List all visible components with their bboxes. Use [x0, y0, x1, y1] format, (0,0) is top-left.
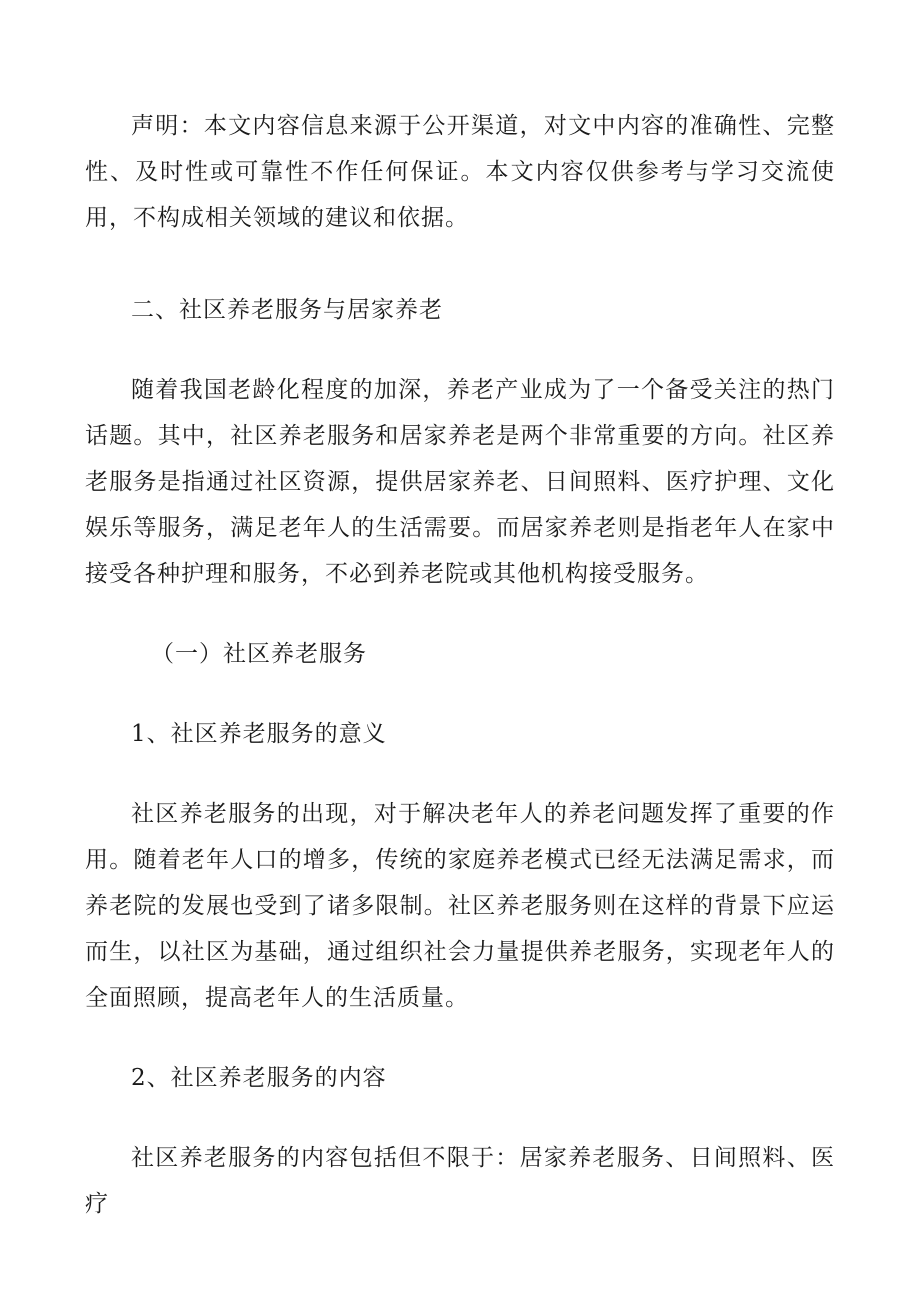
- item2-paragraph: 社区养老服务的内容包括但不限于：居家养老服务、日间照料、医疗: [85, 1145, 835, 1217]
- item2-title: 2、社区养老服务的内容: [131, 1065, 387, 1091]
- item1-title: 1、社区养老服务的意义: [131, 721, 387, 747]
- section-title: 二、社区养老服务与居家养老: [131, 297, 443, 323]
- intro-paragraph: 随着我国老龄化程度的加深，养老产业成为了一个备受关注的热门话题。其中，社区养老服务和居家养老是两个非常重要的方向。社区养老服务是指通过社区资源，提供居家养老、日间照料、医疗护理、文化娱乐等服务，满足老年人的生活需要。而居家养老则是指老年人在家中接受各种护理和服务，不必到养老院或其他机构接受服务。: [85, 377, 835, 587]
- subsection-title: （一）社区养老服务: [151, 641, 367, 667]
- item1-paragraph: 社区养老服务的出现，对于解决老年人的养老问题发挥了重要的作用。随着老年人口的增多，传统的家庭养老模式已经无法满足需求，而养老院的发展也受到了诸多限制。社区养老服务则在这样的背景下应运而生，以社区为基础，通过组织社会力量提供养老服务，实现老年人的全面照顾，提高老年人的生活质量。: [85, 801, 835, 1011]
- document-body: [85, 103, 835, 1227]
- disclaimer-paragraph: 声明：本文内容信息来源于公开渠道，对文中内容的准确性、完整性、及时性或可靠性不作任何保证。本文内容仅供参考与学习交流使用，不构成相关领域的建议和依据。: [85, 113, 835, 231]
